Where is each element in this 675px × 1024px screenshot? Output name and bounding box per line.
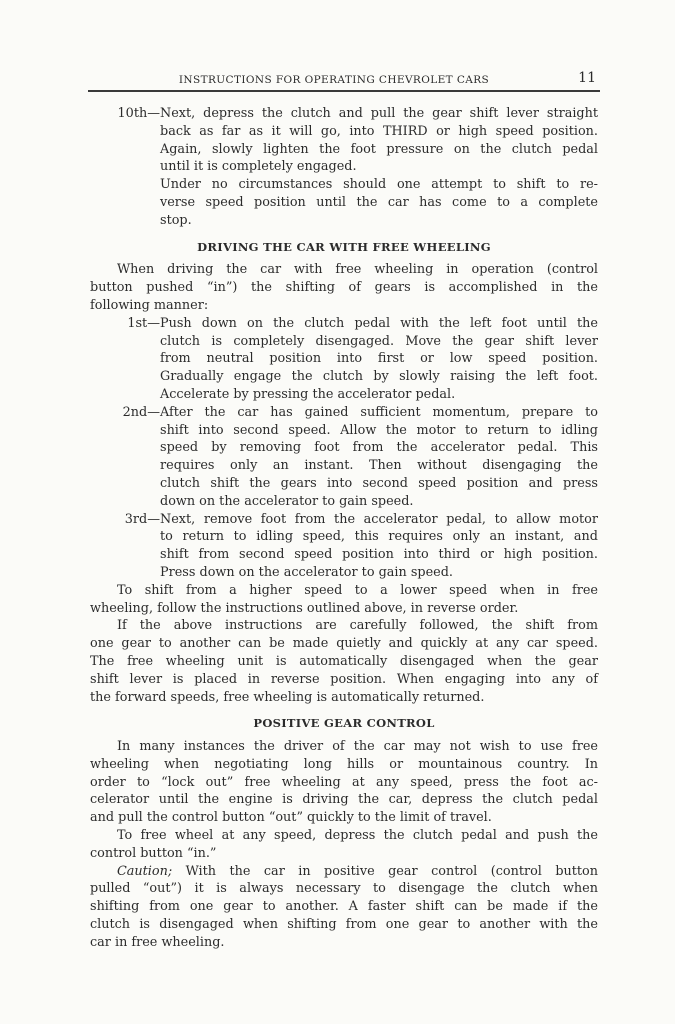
step-label: 3rd— xyxy=(124,511,160,527)
text-line: and pull the control button “out” quickly to the limit of travel. xyxy=(90,810,492,826)
text-line: clutch is disengaged when shifting from one gear to another with the xyxy=(90,917,598,933)
text-line: back as far as it will go, into THIRD or high speed position. xyxy=(160,123,598,139)
text-line: stop. xyxy=(160,212,192,228)
page-body xyxy=(90,105,598,952)
text-line: button pushed “in”) the shifting of gears is accomplished in the xyxy=(90,280,598,296)
text-line: Press down on the accelerator to gain speed. xyxy=(160,564,453,580)
text-line: shift into second speed. Allow the motor to return to idling xyxy=(160,422,598,438)
text-line: following manner: xyxy=(90,297,209,313)
step-label: 10th— xyxy=(117,106,160,121)
section-heading: POSITIVE GEAR CONTROL xyxy=(253,716,435,731)
text-line: wheeling, follow the instructions outlined above, in reverse order. xyxy=(90,600,519,616)
text-line: If the above instructions are carefully followed, the shift from xyxy=(117,618,598,634)
paragraph xyxy=(90,261,598,314)
text-line: When driving the car with free wheeling in operation (control xyxy=(117,262,598,278)
paragraph xyxy=(90,827,598,863)
text-line: shifting from one gear to another. A faster shift can be made if the xyxy=(90,899,598,915)
text-line: verse speed position until the car has come to a complete xyxy=(160,194,598,210)
text-line: Again, slowly lighten the foot pressure on the clutch pedal xyxy=(160,141,598,157)
text-line: control button “in.” xyxy=(90,845,217,861)
text-line: until it is completely engaged. xyxy=(160,159,357,175)
text-line: Push down on the clutch pedal with the left foot until the xyxy=(160,315,598,331)
numbered-step xyxy=(90,404,598,511)
text-line: wheeling when negotiating long hills or mountainous country. In xyxy=(90,756,598,772)
text-line: car in free wheeling. xyxy=(90,934,225,950)
text-line: one gear to another can be made quietly and quickly at any car speed. xyxy=(90,636,598,652)
text-line: speed by removing foot from the accelerator pedal. This xyxy=(160,440,598,456)
text-line: clutch shift the gears into second speed position and press xyxy=(160,475,598,491)
numbered-step xyxy=(90,105,598,176)
header-rule xyxy=(88,90,600,92)
header-title: INSTRUCTIONS FOR OPERATING CHEVROLET CARS xyxy=(178,74,490,86)
numbered-step xyxy=(90,315,598,404)
text-line: shift from second speed position into third or high position. xyxy=(160,547,598,563)
text-line: Accelerate by pressing the accelerator pedal. xyxy=(160,386,456,402)
text-line: clutch is completely disengaged. Move the gear shift lever xyxy=(160,333,598,349)
text-line xyxy=(90,863,598,881)
paragraph xyxy=(90,582,598,618)
paragraph xyxy=(90,738,598,827)
page-number: 11 xyxy=(578,70,596,86)
section-heading: DRIVING THE CAR WITH FREE WHEELING xyxy=(197,239,491,254)
text-line: requires only an instant. Then without disengaging the xyxy=(160,458,598,474)
running-header xyxy=(90,70,598,90)
text-line: Next, depress the clutch and pull the gear shift lever straight xyxy=(160,106,598,121)
paragraph xyxy=(90,863,598,952)
text-line: After the car has gained sufficient momentum, prepare to xyxy=(160,404,598,420)
text-line-rest: With the car in positive gear control (control button xyxy=(172,863,598,879)
text-line: order to “lock out” free wheeling at any speed, press the foot ac- xyxy=(90,774,598,790)
text-line: celerator until the engine is driving the car, depress the clutch pedal xyxy=(90,792,598,808)
text-line: down on the accelerator to gain speed. xyxy=(160,493,414,509)
text-line: Next, remove foot from the accelerator pedal, to allow motor xyxy=(160,511,598,527)
text-line: Under no circumstances should one attempt to shift to re- xyxy=(160,177,598,193)
text-line: Gradually engage the clutch by slowly raising the left foot. xyxy=(160,369,598,385)
step-label: 2nd— xyxy=(122,404,160,420)
text-line: In many instances the driver of the car may not wish to use free xyxy=(117,739,598,755)
paragraph xyxy=(90,617,598,706)
text-line: from neutral position into first or low speed position. xyxy=(160,351,598,367)
numbered-step xyxy=(90,176,598,229)
text-line: The free wheeling unit is automatically disengaged when the gear xyxy=(90,653,598,669)
step-label: 1st— xyxy=(127,315,160,331)
text-line: shift lever is placed in reverse position. When engaging into any of xyxy=(90,671,598,687)
numbered-step xyxy=(90,511,598,582)
text-line: the forward speeds, free wheeling is automatically returned. xyxy=(90,689,485,705)
text-line: to return to idling speed, this requires only an instant, and xyxy=(160,529,598,545)
text-line: To free wheel at any speed, depress the clutch pedal and push the xyxy=(117,828,598,844)
text-line: To shift from a higher speed to a lower speed when in free xyxy=(117,582,598,598)
caution-label: Caution; xyxy=(117,863,173,879)
text-line: pulled “out”) it is always necessary to disengage the clutch when xyxy=(90,881,598,897)
